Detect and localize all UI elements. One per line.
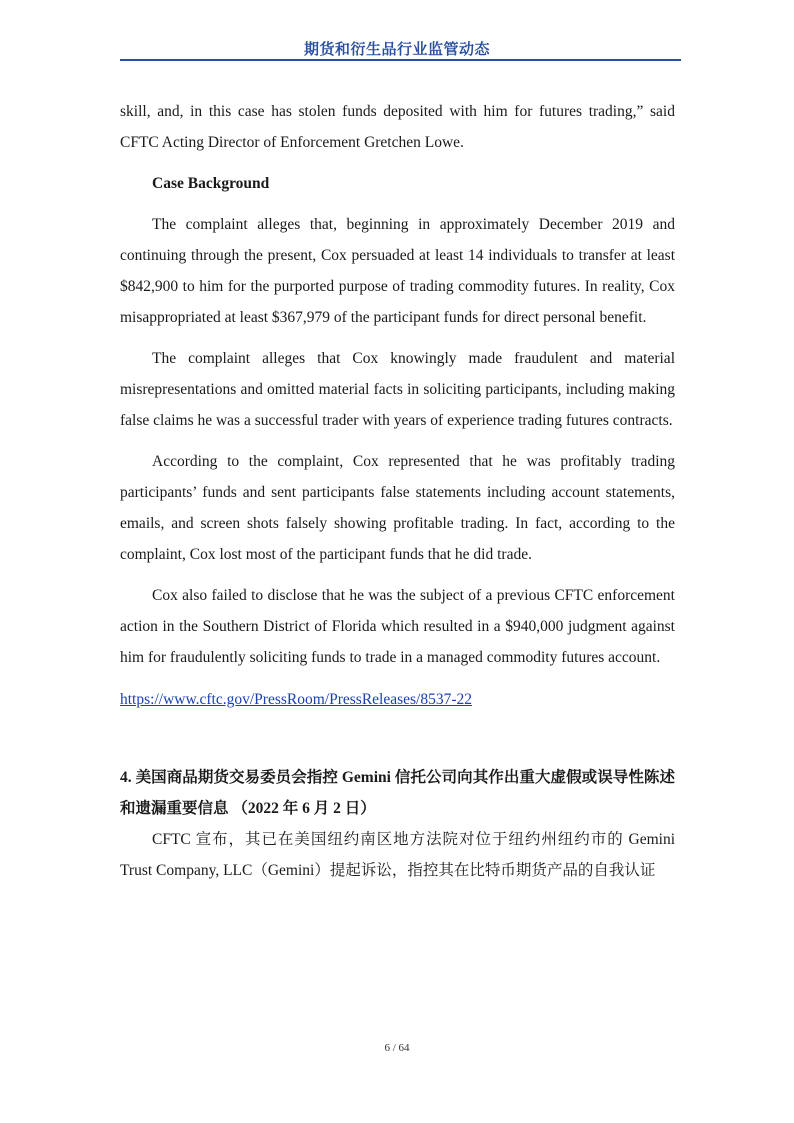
- body-paragraph-4: Cox also failed to disclose that he was the subject of a previous CFTC enforcement action in the Southern District of Florida which resulted in a $940,000 judgment against him for fraudulently soliciting funds to trade in a managed commodity futures account.: [120, 587, 675, 666]
- body-paragraph-1: The complaint alleges that, beginning in approximately December 2019 and continuing through the present, Cox persuaded at least 14 individuals to transfer at least $842,900 to him for the purported purpose of trading commodity futures. In reality, Cox misappropriated at least $367,979 of the participant funds for direct personal benefit.: [120, 216, 675, 326]
- page-header-title: 期货和衍生品行业监管动态: [303, 40, 490, 58]
- body-paragraph-3: According to the complaint, Cox represented that he was profitably trading participants’ funds and sent participants false statements including account statements, emails, and screen shots falsely showing profitable trading. In fact, according to the complaint, Cox lost most of the participant funds that he did trade.: [120, 453, 675, 563]
- case-background-heading: Case Background: [152, 175, 270, 192]
- continued-paragraph: skill, and, in this case has stolen funds deposited with him for futures trading,” said CFTC Acting Director of Enforcement Gretchen Lowe.: [120, 103, 675, 151]
- section-4-title: 4. 美国商品期货交易委员会指控 Gemini 信托公司向其作出重大虚假或误导性陈述和遗漏重要信息 （2022 年 6 月 2 日）: [120, 769, 675, 817]
- header-divider: [120, 59, 681, 61]
- document-body: [120, 96, 675, 886]
- section-4-paragraph: CFTC 宣布，其已在美国纽约南区地方法院对位于纽约州纽约市的 Gemini Trust Company, LLC（Gemini）提起诉讼，指控其在比特币期货产品的自我认证: [120, 831, 675, 879]
- page-number: 6 / 64: [384, 1042, 410, 1054]
- press-release-link[interactable]: https://www.cftc.gov/PressRoom/PressReleases/8537-22: [120, 691, 473, 708]
- body-paragraph-2: The complaint alleges that Cox knowingly made fraudulent and material misrepresentations and omitted material facts in soliciting participants, including making false claims he was a successful trader with years of experience trading futures contracts.: [120, 350, 675, 429]
